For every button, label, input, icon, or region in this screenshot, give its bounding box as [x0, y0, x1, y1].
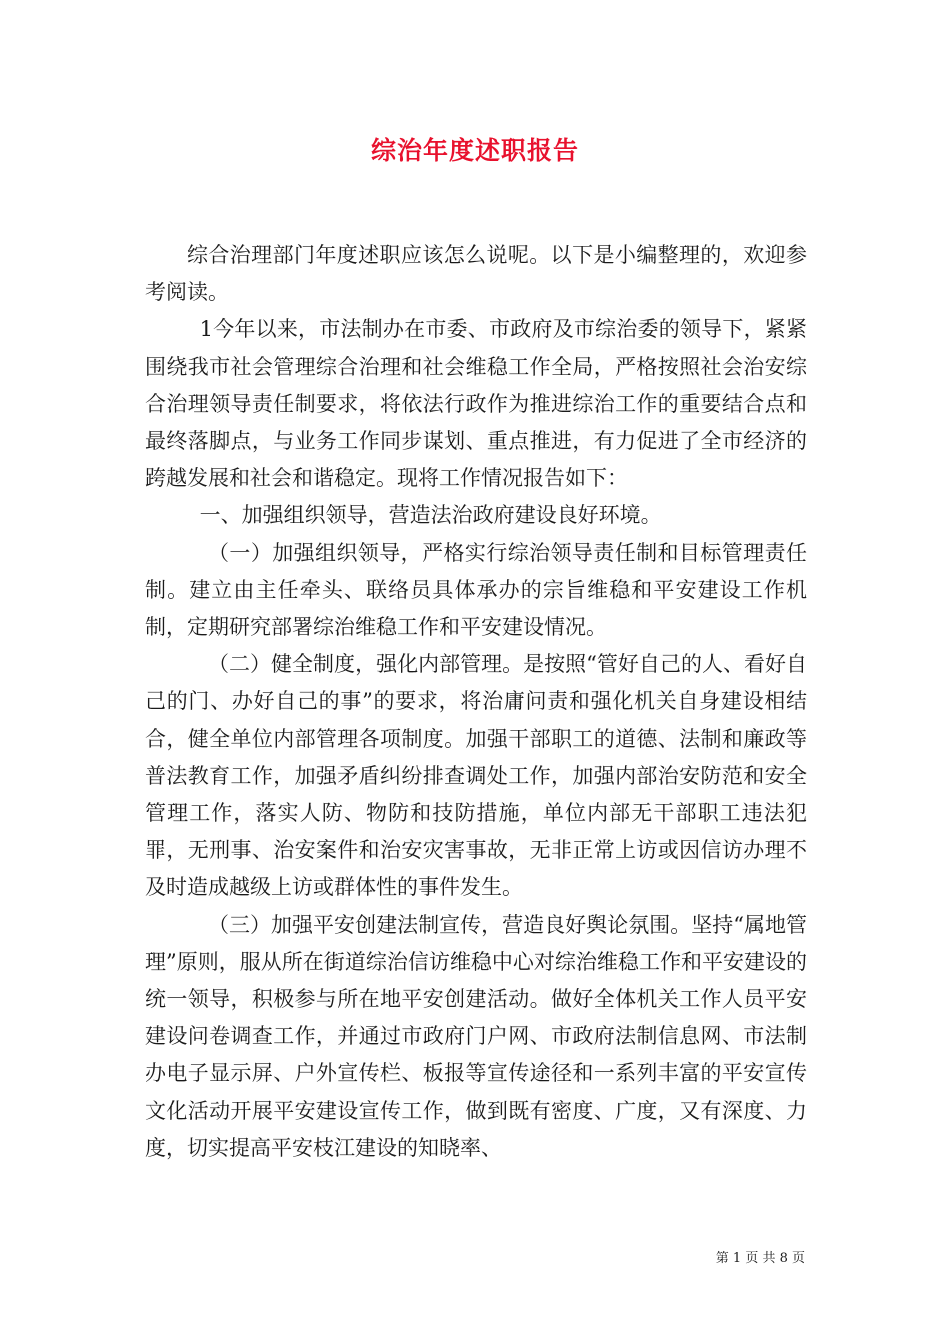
paragraph-overview: 1今年以来，市法制办在市委、市政府及市综治委的领导下，紧紧围绕我市社会管理综合治理和社会维稳工作全局，严格按照社会治安综合治理领导责任制要求，将依法行政作为推进综治工作的重要结合点和最终落脚点，与业务工作同步谋划、重点推进，有力促进了全市经济的跨越发展和社会和谐稳定。现将工作情况报告如下：: [145, 317, 807, 491]
document-body: [145, 237, 807, 1167]
paragraph-sub-1: （一）加强组织领导，严格实行综治领导责任制和目标管理责任制。建立由主任牵头、联络员具体承办的宗旨维稳和平安建设工作机制，定期研究部署综治维稳工作和平安建设情况。: [145, 540, 807, 640]
page-number: 第 1 页 共 8 页: [715, 1251, 805, 1266]
document-title: 综治年度述职报告: [370, 136, 579, 165]
intro-paragraph: 综合治理部门年度述职应该怎么说呢。以下是小编整理的，欢迎参考阅读。: [145, 243, 807, 305]
section-heading-1: 一、加强组织领导，营造法治政府建设良好环境。: [199, 503, 662, 528]
paragraph-sub-2: （二）健全制度，强化内部管理。是按照“管好自己的人、看好自己的门、办好自己的事”的要求，将治庸问责和强化机关自身建设相结合，健全单位内部管理各项制度。加强干部职工的道德、法制和廉政等普法教育工作，加强矛盾纠纷排查调处工作，加强内部治安防范和安全管理工作，落实人防、物防和技防措施，单位内部无干部职工违法犯罪，无刑事、治安案件和治安灾害事故，无非正常上访或因信访办理不及时造成越级上访或群体性的事件发生。: [145, 652, 807, 900]
paragraph-sub-3: （三）加强平安创建法制宣传，营造良好舆论氛围。坚持“属地管理”原则，服从所在街道综治信访维稳中心对综治维稳工作和平安建设的统一领导，积极参与所在地平安创建活动。做好全体机关工作人员平安建设问卷调查工作，并通过市政府门户网、市政府法制信息网、市法制办电子显示屏、户外宣传栏、板报等宣传途径和一系列丰富的平安宣传文化活动开展平安建设宣传工作，做到既有密度、广度，又有深度、力度，切实提高平安枝江建设的知晓率、: [145, 912, 807, 1160]
